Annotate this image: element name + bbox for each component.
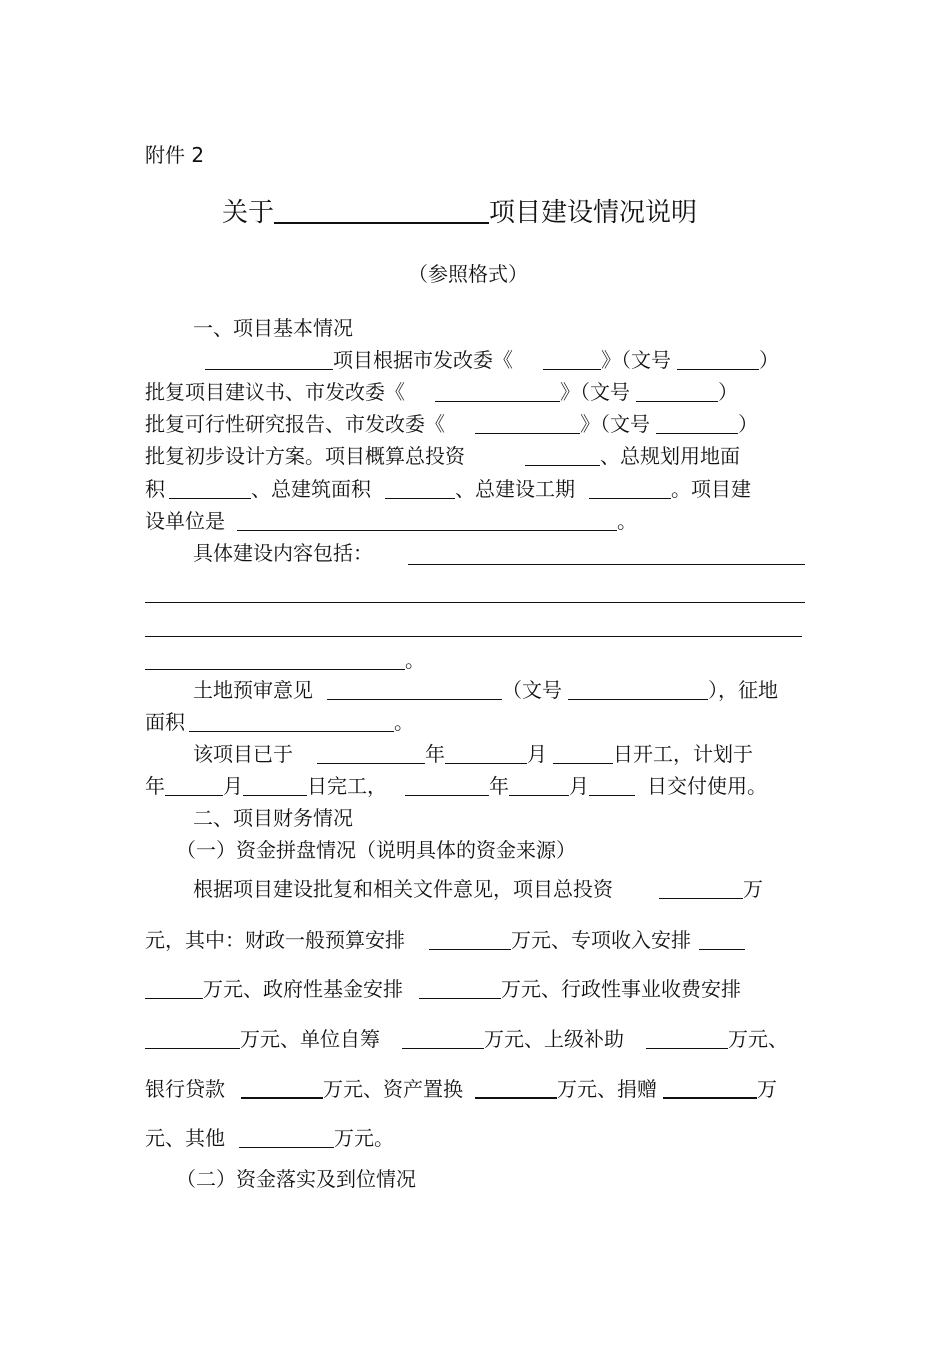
text: 面积 [145, 710, 185, 734]
line-area [145, 477, 751, 501]
text: 万元、资产置换 [323, 1077, 463, 1101]
text: 积 [145, 477, 165, 501]
deliver-day-blank[interactable] [589, 775, 635, 796]
land-opinion-blank[interactable] [327, 679, 502, 700]
doc-number-blank[interactable] [636, 381, 718, 402]
text: 批复项目建议书、市发改委《 [145, 380, 405, 404]
line-land [193, 678, 778, 702]
text: 该项目已于 [193, 742, 293, 766]
finish-month-blank[interactable] [165, 775, 223, 796]
text: 万元、政府性基金安排 [203, 977, 403, 1001]
content-label: 具体建设内容包括： [193, 541, 373, 565]
doc-name-blank[interactable] [435, 381, 560, 402]
text: 年 [489, 774, 509, 798]
text: 批复可行性研究报告、市发改委《 [145, 412, 445, 436]
text: 日交付使用。 [647, 774, 767, 798]
finance-line-4 [145, 1027, 788, 1051]
asset-replacement-blank[interactable] [475, 1077, 557, 1099]
text: 根据项目建设批复和相关文件意见，项目总投资 [193, 877, 613, 901]
line-start [193, 742, 753, 766]
text: 万元、专项收入安排 [511, 928, 691, 952]
text: 年 [425, 742, 445, 766]
finance-line-2 [145, 928, 745, 952]
content-blank-4[interactable] [145, 649, 405, 670]
admin-fee-blank[interactable] [145, 1028, 240, 1049]
content-blank-2[interactable] [145, 602, 805, 603]
start-day-blank[interactable] [553, 743, 613, 764]
text: 银行贷款 [145, 1077, 225, 1101]
requisition-area-blank[interactable] [189, 711, 394, 732]
text: 万元、行政性事业收费安排 [501, 977, 741, 1001]
content-blank-1[interactable] [408, 564, 805, 565]
start-month-blank[interactable] [445, 743, 527, 764]
superior-subsidy-blank[interactable] [646, 1028, 728, 1049]
self-raised-blank[interactable] [402, 1028, 484, 1049]
text: 批复初步设计方案。项目概算总投资 [145, 444, 465, 468]
line-finish [145, 774, 767, 798]
finance-line-1 [193, 877, 763, 901]
text: 元，其中：财政一般预算安排 [145, 928, 405, 952]
total-investment-blank[interactable] [525, 445, 600, 466]
special-income-blank-cont[interactable] [145, 978, 203, 999]
text: 。 [405, 648, 425, 672]
content-blank-3[interactable] [145, 636, 802, 637]
text: ） [718, 380, 738, 404]
construction-unit-blank[interactable] [237, 510, 617, 531]
start-year-blank[interactable] [317, 743, 425, 764]
line-approval-1 [205, 348, 779, 372]
text: 月 [527, 742, 547, 766]
doc-number-blank[interactable] [656, 413, 738, 434]
land-area-blank[interactable] [169, 478, 251, 499]
line-unit [145, 509, 637, 533]
doc-name-blank[interactable] [475, 413, 580, 434]
doc-name-blank[interactable] [543, 349, 601, 370]
text: ） [759, 348, 779, 372]
general-budget-blank[interactable] [429, 929, 511, 950]
text: 万元、单位自筹 [240, 1027, 380, 1051]
text: 。项目建 [671, 477, 751, 501]
finance-line-5 [145, 1077, 777, 1101]
special-income-blank[interactable] [699, 929, 745, 950]
text: ），征地 [708, 678, 778, 702]
text: 月 [223, 774, 243, 798]
line-approval-2 [145, 380, 738, 404]
text: 年 [145, 774, 165, 798]
text: 万元、捐赠 [557, 1077, 657, 1101]
deliver-year-blank[interactable] [405, 775, 489, 796]
line-land-area [145, 710, 414, 734]
project-name-blank[interactable] [274, 196, 489, 224]
text: 元、其他 [145, 1126, 225, 1150]
text: 》（文号 [601, 348, 671, 372]
text: 设单位是 [145, 509, 225, 533]
text: 日开工，计划于 [613, 742, 753, 766]
government-fund-blank[interactable] [419, 978, 501, 999]
text: ） [738, 412, 758, 436]
other-funding-blank[interactable] [239, 1127, 334, 1148]
text: 万元、 [728, 1027, 788, 1051]
text: 土地预审意见 [193, 678, 313, 702]
finance-line-6 [145, 1126, 394, 1150]
text: 万 [757, 1077, 777, 1101]
text: （文号 [502, 678, 562, 702]
page-subtitle: （参照格式） [408, 262, 528, 286]
line-investment [145, 444, 740, 468]
section2-heading: 二、项目财务情况 [193, 806, 353, 830]
doc-number-blank[interactable] [677, 349, 759, 370]
text: 万元。 [334, 1126, 394, 1150]
construction-period-blank[interactable] [589, 478, 671, 499]
finish-day-blank[interactable] [243, 775, 307, 796]
text: 、总规划用地面 [600, 444, 740, 468]
total-investment-wan-blank[interactable] [659, 878, 743, 899]
content-last-line [145, 648, 425, 672]
text: 》（文号 [560, 380, 630, 404]
funding-subheading: （一）资金拼盘情况（说明具体的资金来源） [176, 838, 576, 862]
title-suffix: 项目建设情况说明 [489, 198, 698, 228]
text: 。 [617, 509, 637, 533]
text: 万 [743, 877, 763, 901]
land-doc-number-blank[interactable] [568, 679, 708, 700]
attachment-label: 附件 2 [145, 143, 205, 167]
text: 项目根据市发改委《 [333, 348, 513, 372]
deliver-month-blank[interactable] [509, 775, 569, 796]
text: 万元、上级补助 [484, 1027, 624, 1051]
text: 。 [394, 710, 414, 734]
section1-heading: 一、项目基本情况 [193, 316, 353, 340]
line-approval-3 [145, 412, 758, 436]
text: 日完工， [307, 774, 387, 798]
title-prefix: 关于 [222, 198, 275, 228]
bank-loan-blank[interactable] [241, 1077, 323, 1099]
finance-line-3 [145, 977, 741, 1001]
project-blank[interactable] [205, 349, 333, 370]
text: 、总建筑面积 [251, 477, 371, 501]
text: 、总建设工期 [455, 477, 575, 501]
funding-status-subheading: （二）资金落实及到位情况 [176, 1167, 416, 1191]
text: 月 [569, 774, 589, 798]
building-area-blank[interactable] [385, 478, 455, 499]
text: 》（文号 [580, 412, 650, 436]
page-title [222, 196, 697, 228]
donation-blank[interactable] [663, 1077, 757, 1099]
